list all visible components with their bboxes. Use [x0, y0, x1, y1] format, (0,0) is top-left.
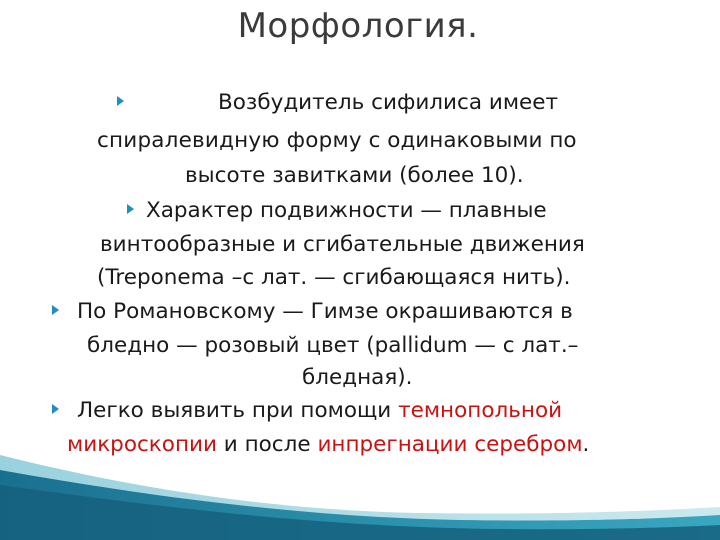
- p1-line3: высоте завитками (более 10).: [185, 163, 524, 188]
- p3-line3: бледная).: [302, 365, 413, 390]
- p2-line3: (Treponema –с лат. — сгибающаяся нить).: [97, 265, 571, 290]
- teal-wave-decoration: [0, 455, 720, 540]
- slide-title: Морфология.: [237, 6, 479, 46]
- triangle-bullet-icon: [117, 96, 124, 106]
- p3-line1: По Романовскому — Гимзе окрашиваются в: [52, 299, 573, 325]
- triangle-bullet-icon: [52, 305, 59, 315]
- p1-line1: Возбудитель сифилиса имеет: [117, 90, 558, 116]
- p3-line2: бледно — розовый цвет (pallidum — с лат.–: [87, 333, 579, 358]
- triangle-bullet-icon: [52, 404, 59, 414]
- p2-line1: Характер подвижности — плавные: [127, 198, 547, 224]
- p1-line2: спиралевидную форму с одинаковыми по: [97, 128, 577, 153]
- triangle-bullet-icon: [127, 204, 134, 214]
- p2-line2: винтообразные и сгибательные движения: [100, 232, 585, 257]
- p4-line1: Легко выявить при помощи темнопольной: [52, 398, 562, 424]
- p4-line2: микроскопии и после инпрегнации серебром.: [67, 432, 590, 457]
